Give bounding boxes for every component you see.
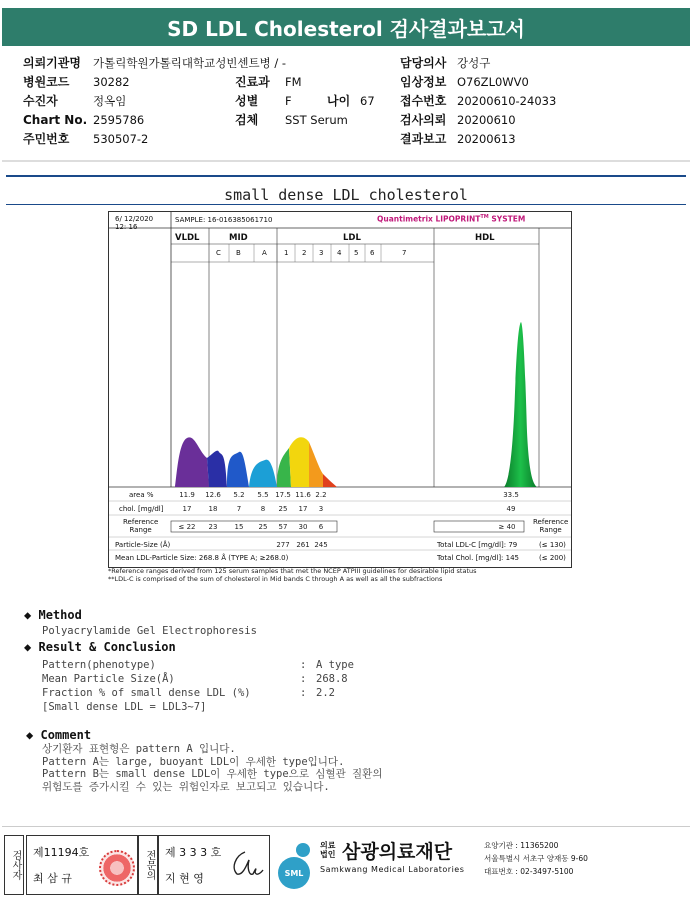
reviewer-cell bbox=[158, 835, 270, 895]
dept-label: 진료과 bbox=[235, 75, 270, 89]
colon-separator: : bbox=[300, 659, 307, 671]
org-prefix-1: 의료 bbox=[320, 841, 336, 850]
area-value: 2.2 bbox=[315, 491, 327, 499]
chol-value: 18 bbox=[208, 505, 218, 513]
ref-right-label-1: Reference bbox=[533, 518, 569, 526]
lipoprint-chart-svg bbox=[109, 212, 571, 567]
hospital-code-value: 30282 bbox=[93, 75, 130, 89]
chart-sample: SAMPLE: 16-016385061710 bbox=[175, 216, 273, 224]
ref-right-label-2: Range bbox=[539, 526, 562, 534]
section-title: small dense LDL cholesterol bbox=[224, 186, 468, 204]
chart-date: 6/ 12/2020 bbox=[115, 215, 154, 223]
diamond-icon: ◆ bbox=[24, 608, 32, 622]
band-label: B bbox=[236, 249, 241, 257]
sml-logo bbox=[272, 841, 320, 889]
area-value: 5.2 bbox=[233, 491, 245, 499]
org-name-en: Samkwang Medical Laboratories bbox=[320, 865, 465, 874]
band-label: A bbox=[262, 249, 267, 257]
tester-label: 검사자 bbox=[4, 835, 24, 895]
area-value: 5.5 bbox=[257, 491, 269, 499]
care-code: 요양기관 : 11365200 bbox=[484, 841, 559, 850]
particle-size-value: 245 bbox=[314, 541, 328, 549]
sex-label: 성별 bbox=[235, 94, 259, 108]
result-item-label: Mean Particle Size(Å) bbox=[42, 673, 175, 685]
result-list bbox=[42, 658, 442, 714]
org-prefix bbox=[320, 841, 335, 859]
chart-no-label: Chart No. bbox=[23, 113, 88, 127]
footnote-2: **LDL-C is comprised of the sum of cholesterol in Mid bands C through A as well as all the subfractions bbox=[108, 575, 443, 583]
org-address: 서울특별시 서초구 양재동 9-60 bbox=[484, 854, 588, 863]
colon-separator: : bbox=[300, 687, 307, 699]
signature-icon bbox=[225, 846, 265, 882]
band-label: 5 bbox=[354, 249, 359, 257]
tester-no: 제11194호 bbox=[33, 846, 90, 859]
area-value: 11.6 bbox=[295, 491, 311, 499]
total-ldl-label: Total LDL-C [mg/dl]: 79 bbox=[437, 541, 518, 549]
hospital-code-label: 병원코드 bbox=[23, 75, 70, 89]
result-item bbox=[42, 686, 442, 700]
chol-value: 8 bbox=[260, 505, 266, 513]
particle-size-value: 261 bbox=[296, 541, 310, 549]
chol-value: 17 bbox=[182, 505, 192, 513]
result-item bbox=[42, 672, 442, 686]
chart-time: 12: 16 bbox=[115, 223, 138, 231]
vldl-peak bbox=[175, 437, 209, 487]
band-label: 7 bbox=[402, 249, 407, 257]
total-chol-label: Total Chol. [mg/dl]: 145 bbox=[437, 554, 519, 562]
patient-value: 정옥임 bbox=[93, 94, 127, 108]
reviewer-no: 제 3 3 3 호 bbox=[165, 846, 222, 859]
lipoprint-chart bbox=[108, 211, 572, 568]
particle-size-label: Particle-Size (Å) bbox=[115, 541, 171, 549]
ref-box bbox=[171, 521, 337, 532]
ref-right-label bbox=[533, 518, 568, 534]
band-label: 4 bbox=[337, 249, 342, 257]
ref-value: 30 bbox=[298, 523, 308, 531]
band-label: 6 bbox=[370, 249, 375, 257]
band-label: 3 bbox=[319, 249, 324, 257]
result-item-label: Fraction % of small dense LDL (%) bbox=[42, 687, 251, 699]
logo-dot-icon bbox=[296, 843, 310, 857]
receipt-value: 20200610-24033 bbox=[457, 94, 557, 108]
footnote-1: *Reference ranges derived from 125 serum samples that met the NCEP ATPIII guidelines for desirable lipid status bbox=[108, 567, 477, 575]
area-value: 11.9 bbox=[179, 491, 195, 499]
institution-value: 가톨릭학원가톨릭대학교성빈센트병 / - bbox=[93, 56, 287, 70]
ref-hdl-value: ≥ 40 bbox=[498, 523, 516, 531]
org-prefix-2: 법인 bbox=[320, 850, 336, 859]
doctor-label: 담당의사 bbox=[400, 56, 447, 70]
footer bbox=[2, 833, 690, 901]
age-value: 67 bbox=[360, 94, 375, 108]
chart-brand-name: Quantimetrix LIPOPRINT bbox=[377, 214, 481, 224]
ref-value: ≤ 22 bbox=[178, 523, 196, 531]
institution-label: 의뢰기관명 bbox=[23, 56, 81, 70]
area-value: 17.5 bbox=[275, 491, 291, 499]
ref-value: 6 bbox=[318, 523, 324, 531]
mid-b-peak bbox=[227, 452, 249, 487]
chart-brand bbox=[377, 214, 525, 224]
chart-brand-suffix: SYSTEM bbox=[488, 214, 526, 224]
band-label: 2 bbox=[302, 249, 307, 257]
chol-row-label: chol. [mg/dl] bbox=[119, 505, 164, 513]
result-item-value: 2.2 bbox=[316, 687, 335, 699]
zone-mid: MID bbox=[229, 233, 248, 243]
specimen-value: SST Serum bbox=[285, 113, 348, 127]
result-heading-row bbox=[24, 640, 176, 654]
ref-row-label bbox=[123, 518, 158, 534]
particle-size-value: 277 bbox=[276, 541, 290, 549]
section-top-line bbox=[6, 175, 686, 177]
diamond-icon: ◆ bbox=[26, 728, 34, 742]
comment-heading: Comment bbox=[40, 728, 92, 742]
hdl-peak bbox=[504, 322, 537, 487]
resident-no-label: 주민번호 bbox=[23, 132, 70, 146]
chol-value: 7 bbox=[236, 505, 242, 513]
chart-brand-tm: TM bbox=[480, 214, 489, 220]
report-date-label: 결과보고 bbox=[400, 132, 447, 146]
total-chol-ref: (≤ 200) bbox=[539, 554, 566, 562]
diamond-icon: ◆ bbox=[24, 640, 32, 654]
result-item bbox=[42, 658, 442, 672]
dept-value: FM bbox=[285, 75, 302, 89]
zone-ldl: LDL bbox=[343, 233, 361, 243]
age-label: 나이 bbox=[327, 94, 351, 108]
result-item-value: A type bbox=[316, 659, 354, 671]
reviewer-name: 지 현 영 bbox=[165, 872, 204, 885]
receipt-label: 접수번호 bbox=[400, 94, 447, 108]
chart-footnotes bbox=[108, 567, 477, 583]
area-hdl-value: 33.5 bbox=[503, 491, 519, 499]
doctor-value: 강성구 bbox=[457, 56, 491, 70]
band-label: 1 bbox=[284, 249, 289, 257]
ref-value: 57 bbox=[278, 523, 288, 531]
section-bottom-line bbox=[6, 204, 686, 205]
comment-line: Pattern A는 large, buoyant LDL이 우세한 type입니다. bbox=[42, 755, 345, 768]
report-title: SD LDL Cholesterol 검사결과보고서 bbox=[2, 8, 690, 46]
result-item-value: 268.8 bbox=[316, 673, 348, 685]
result-heading: Result & Conclusion bbox=[38, 640, 176, 654]
tester-name: 최 삼 규 bbox=[33, 872, 72, 885]
seal-stamp-icon bbox=[99, 850, 135, 886]
request-label: 검사의뢰 bbox=[400, 113, 447, 127]
org-name: 삼광의료재단 bbox=[342, 841, 453, 863]
result-note: [Small dense LDL = LDL3~7] bbox=[42, 701, 207, 713]
zone-hdl: HDL bbox=[475, 233, 495, 243]
footer-divider bbox=[2, 826, 690, 827]
chart-no-value: 2595786 bbox=[93, 113, 145, 127]
zone-vldl: VLDL bbox=[175, 233, 200, 243]
resident-no-value: 530507-2 bbox=[93, 132, 149, 146]
area-row-label: area % bbox=[129, 491, 154, 499]
tester-cell bbox=[26, 835, 138, 895]
report-header bbox=[0, 52, 692, 152]
chol-value: 25 bbox=[278, 505, 288, 513]
header-divider bbox=[2, 160, 690, 162]
reviewer-label: 전문의 bbox=[138, 835, 158, 895]
ref-row-label-2: Range bbox=[129, 526, 152, 534]
colon-separator: : bbox=[300, 673, 307, 685]
ldl1-peak bbox=[277, 448, 291, 487]
result-item-label: Pattern(phenotype) bbox=[42, 659, 156, 671]
band-label: C bbox=[216, 249, 221, 257]
chol-value: 17 bbox=[298, 505, 308, 513]
method-heading-row bbox=[24, 608, 82, 622]
chart-datetime bbox=[115, 215, 153, 231]
mean-particle-label: Mean LDL-Particle Size: 268.8 Å (TYPE A; ≥268.0) bbox=[115, 554, 289, 562]
specimen-label: 검체 bbox=[235, 113, 259, 127]
request-value: 20200610 bbox=[457, 113, 516, 127]
ldl4-peak bbox=[323, 474, 337, 487]
chol-hdl-value: 49 bbox=[506, 505, 516, 513]
comment-line: 상기환자 표현형은 pattern A 입니다. bbox=[42, 743, 236, 755]
ref-row-label-1: Reference bbox=[123, 518, 159, 526]
clinical-value: O76ZL0WV0 bbox=[457, 75, 529, 89]
ref-value: 15 bbox=[234, 523, 244, 531]
ref-value: 23 bbox=[208, 523, 218, 531]
ldl2-peak bbox=[289, 437, 309, 487]
total-ldl-ref: (≤ 130) bbox=[539, 541, 566, 549]
sex-value: F bbox=[285, 94, 292, 108]
report-date-value: 20200613 bbox=[457, 132, 516, 146]
comment-heading-row bbox=[26, 728, 91, 742]
sml-logo-text: SML bbox=[278, 857, 310, 889]
method-heading: Method bbox=[38, 608, 82, 622]
mid-c-peak bbox=[207, 451, 227, 487]
comment-lines bbox=[42, 743, 382, 793]
comment-line: 위험도를 증가시킬 수 있는 위험인자로 보고되고 있습니다. bbox=[42, 780, 330, 793]
ref-value: 25 bbox=[258, 523, 268, 531]
area-value: 12.6 bbox=[205, 491, 221, 499]
org-phone: 대표번호 : 02-3497-5100 bbox=[484, 867, 574, 876]
org-contact bbox=[484, 839, 588, 878]
method-text: Polyacrylamide Gel Electrophoresis bbox=[42, 625, 257, 637]
ldl3-peak bbox=[309, 442, 323, 487]
clinical-label: 임상정보 bbox=[400, 75, 447, 89]
chol-value: 3 bbox=[318, 505, 324, 513]
mid-a-peak bbox=[249, 460, 277, 487]
comment-line: Pattern B는 small dense LDL이 우세한 type으로 심혈관 질환의 bbox=[42, 768, 383, 780]
patient-label: 수진자 bbox=[23, 94, 58, 108]
